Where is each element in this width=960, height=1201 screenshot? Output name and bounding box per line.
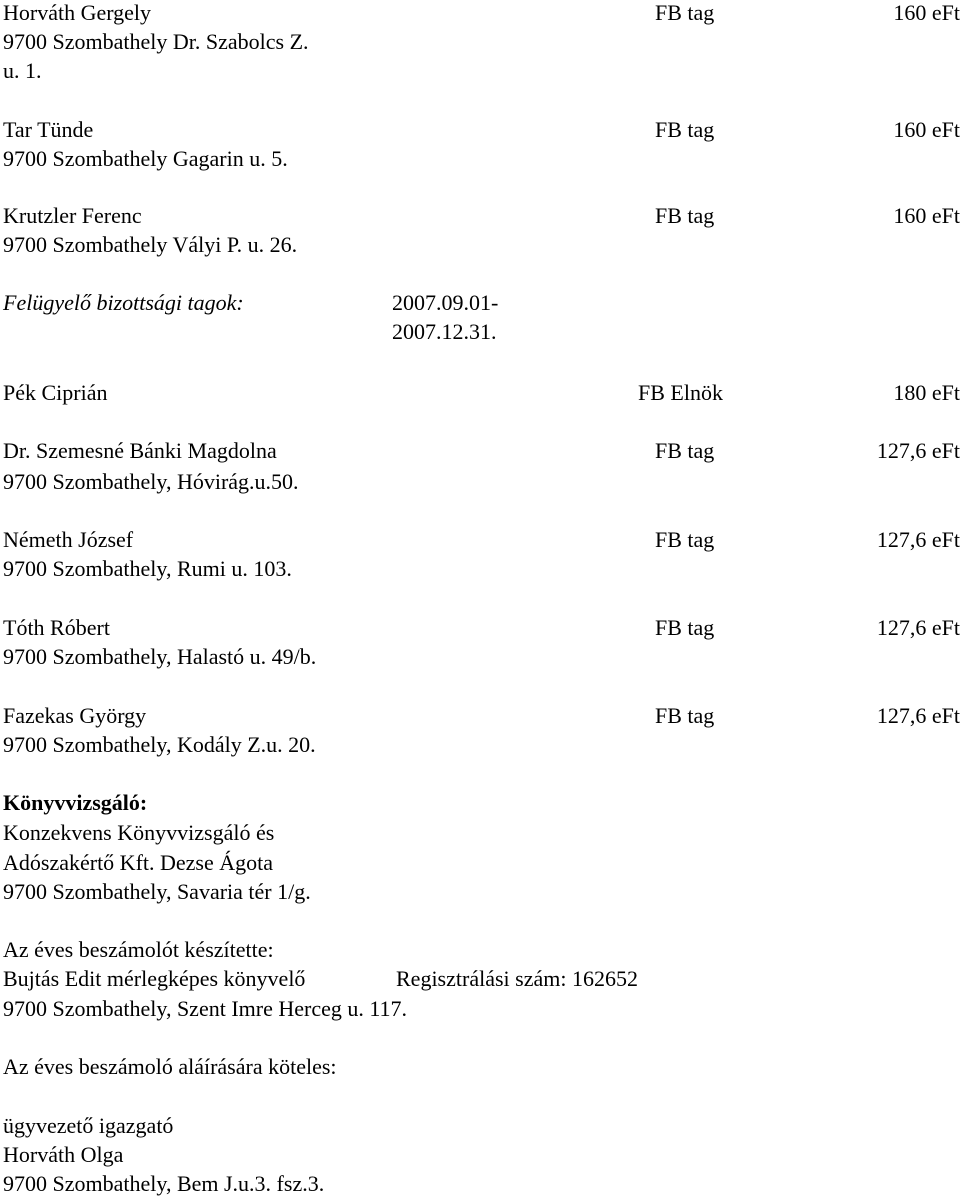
member-name: Pék Ciprián <box>3 380 108 405</box>
member-fee: 127,6 eFt <box>876 703 960 728</box>
member-role: FB tag <box>655 527 715 552</box>
member-role: FB tag <box>655 438 715 463</box>
member-role: FB Elnök <box>638 380 723 405</box>
member-name: Krutzler Ferenc <box>3 203 142 228</box>
member-address: 9700 Szombathely Dr. Szabolcs Z. <box>3 29 309 54</box>
preparer-address: 9700 Szombathely, Szent Imre Herceg u. 117. <box>3 996 408 1021</box>
member-fee: 160 eFt <box>893 117 960 142</box>
member-role: FB tag <box>655 203 715 228</box>
preparer-name: Bujtás Edit mérlegképes könyvelő <box>3 966 306 991</box>
supervisory-label: Felügyelő bizottsági tagok: <box>3 290 244 315</box>
member-fee: 180 eFt <box>893 380 960 405</box>
auditor-line: Adószakértő Kft. Dezse Ágota <box>3 850 274 875</box>
member-name: Tóth Róbert <box>3 615 110 640</box>
member-role: FB tag <box>655 117 715 142</box>
signatory-address: 9700 Szombathely, Bem J.u.3. fsz.3. <box>3 1171 325 1196</box>
member-address: 9700 Szombathely, Hóvirág.u.50. <box>3 469 299 494</box>
member-address: u. 1. <box>3 58 42 83</box>
member-address: 9700 Szombathely, Halastó u. 49/b. <box>3 644 317 669</box>
member-address: 9700 Szombathely, Rumi u. 103. <box>3 556 292 581</box>
member-role: FB tag <box>655 703 715 728</box>
member-name: Németh József <box>3 527 134 552</box>
auditor-heading: Könyvvizsgáló: <box>3 790 148 815</box>
member-fee: 160 eFt <box>893 0 960 25</box>
member-address: 9700 Szombathely, Kodály Z.u. 20. <box>3 732 316 757</box>
member-role: FB tag <box>655 0 715 25</box>
member-fee: 127,6 eFt <box>876 438 960 463</box>
member-address: 9700 Szombathely Vályi P. u. 26. <box>3 232 298 257</box>
preparer-registration: Regisztrálási szám: 162652 <box>396 966 638 991</box>
member-name: Dr. Szemesné Bánki Magdolna <box>3 438 277 463</box>
member-fee: 127,6 eFt <box>876 615 960 640</box>
auditor-line: Konzekvens Könyvvizsgáló és <box>3 820 275 845</box>
supervisory-period-start: 2007.09.01- <box>392 290 499 315</box>
auditor-line: 9700 Szombathely, Savaria tér 1/g. <box>3 879 311 904</box>
member-address: 9700 Szombathely Gagarin u. 5. <box>3 146 288 171</box>
member-fee: 127,6 eFt <box>876 527 960 552</box>
member-role: FB tag <box>655 615 715 640</box>
signatory-heading: Az éves beszámoló aláírására köteles: <box>3 1054 337 1079</box>
member-name: Tar Tünde <box>3 117 94 142</box>
signatory-name: Horváth Olga <box>3 1142 124 1167</box>
signatory-title: ügyvezető igazgató <box>3 1113 174 1138</box>
member-fee: 160 eFt <box>893 203 960 228</box>
member-name: Fazekas György <box>3 703 147 728</box>
member-name: Horváth Gergely <box>3 0 152 25</box>
prepared-by-heading: Az éves beszámolót készítette: <box>3 937 274 962</box>
supervisory-period-end: 2007.12.31. <box>392 319 497 344</box>
